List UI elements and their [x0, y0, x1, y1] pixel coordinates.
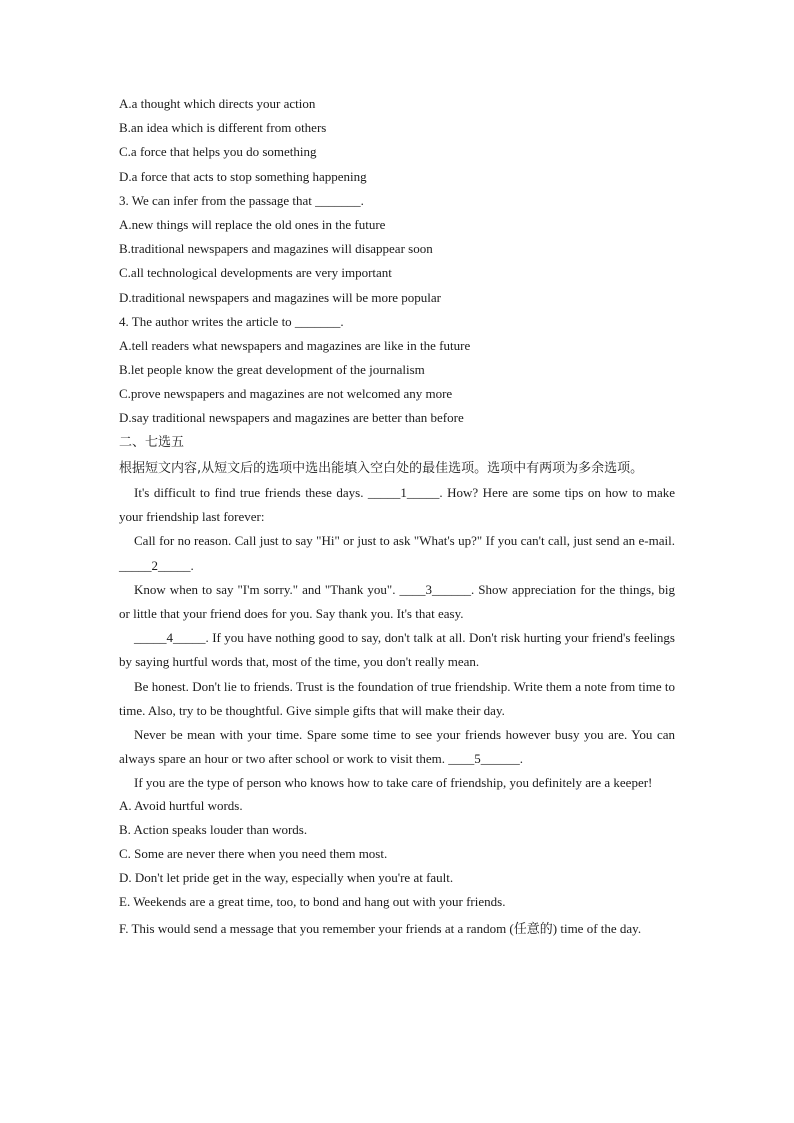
- choice-f: F. This would send a message that you remember your friends at a random (任意的) time of the day.: [119, 920, 642, 936]
- choice-c: C. Some are never there when you need them most.: [119, 846, 388, 862]
- question-stem: 3. We can infer from the passage that _______.: [119, 192, 364, 208]
- page-content: [119, 94, 675, 941]
- option-d: D.a force that acts to stop something happening: [119, 168, 367, 184]
- option-a: A.a thought which directs your action: [119, 96, 316, 111]
- choice-a: A. Avoid hurtful words.: [119, 797, 243, 813]
- option-b: B.let people know the great development of the journalism: [119, 362, 425, 378]
- choice-d: D. Don't let pride get in the way, especially when you're at fault.: [119, 870, 454, 886]
- passage-paragraph: If you are the type of person who knows how to take care of friendship, you definitely are a keeper!: [134, 775, 653, 791]
- passage-paragraph: Never be mean with your time. Spare some time to see your friends however busy you are. You can always spare an hour or two after school or work to visit them. ____5______.: [119, 727, 675, 767]
- question-2-options: [119, 94, 675, 191]
- passage-paragraph: _____4_____. If you have nothing good to say, don't talk at all. Don't risk hurting your friend's feelings by saying hurtful words that, most of the time, you don't really mean.: [119, 630, 675, 670]
- option-a: A.new things will replace the old ones in the future: [119, 216, 386, 232]
- option-a: A.tell readers what newspapers and magazines are like in the future: [119, 337, 471, 353]
- option-d: D.say traditional newspapers and magazines are better than before: [119, 410, 464, 426]
- choice-e: E. Weekends are a great time, too, to bond and hang out with your friends.: [119, 894, 506, 910]
- question-4: [119, 312, 675, 433]
- passage: [119, 481, 675, 796]
- question-stem: 4. The author writes the article to _______.: [119, 313, 344, 329]
- option-c: C.a force that helps you do something: [119, 144, 317, 160]
- section-heading: 二、七选五: [119, 434, 185, 450]
- choice-b: B. Action speaks louder than words.: [119, 821, 308, 837]
- option-b: B.an idea which is different from others: [119, 120, 327, 136]
- section-instruction: 根据短文内容,从短文后的选项中选出能填入空白处的最佳选项。选项中有两项为多余选项。: [119, 460, 644, 476]
- option-d: D.traditional newspapers and magazines will be more popular: [119, 289, 442, 305]
- passage-paragraph: Know when to say "I'm sorry." and "Thank you". ____3______. Show appreciation for the things, big or little that your friend does for you. Say thank you. It's that easy.: [119, 581, 675, 622]
- passage-paragraph: Call for no reason. Call just to say "Hi" or just to ask "What's up?" If you can't call, just send an e-mail. _____2_____.: [119, 533, 675, 573]
- passage-paragraph: It's difficult to find true friends these days. _____1_____. How? Here are some tips on how to make your friendship last forever:: [119, 485, 675, 525]
- option-c: C.prove newspapers and magazines are not welcomed any more: [119, 386, 453, 402]
- option-c: C.all technological developments are very important: [119, 265, 392, 281]
- answer-choices: [119, 796, 675, 941]
- question-3: [119, 191, 675, 312]
- option-b: B.traditional newspapers and magazines will disappear soon: [119, 241, 433, 257]
- passage-paragraph: Be honest. Don't lie to friends. Trust is the foundation of true friendship. Write them a note from time to time. Also, try to be thoughtful. Give simple gifts that will make their day.: [119, 678, 675, 718]
